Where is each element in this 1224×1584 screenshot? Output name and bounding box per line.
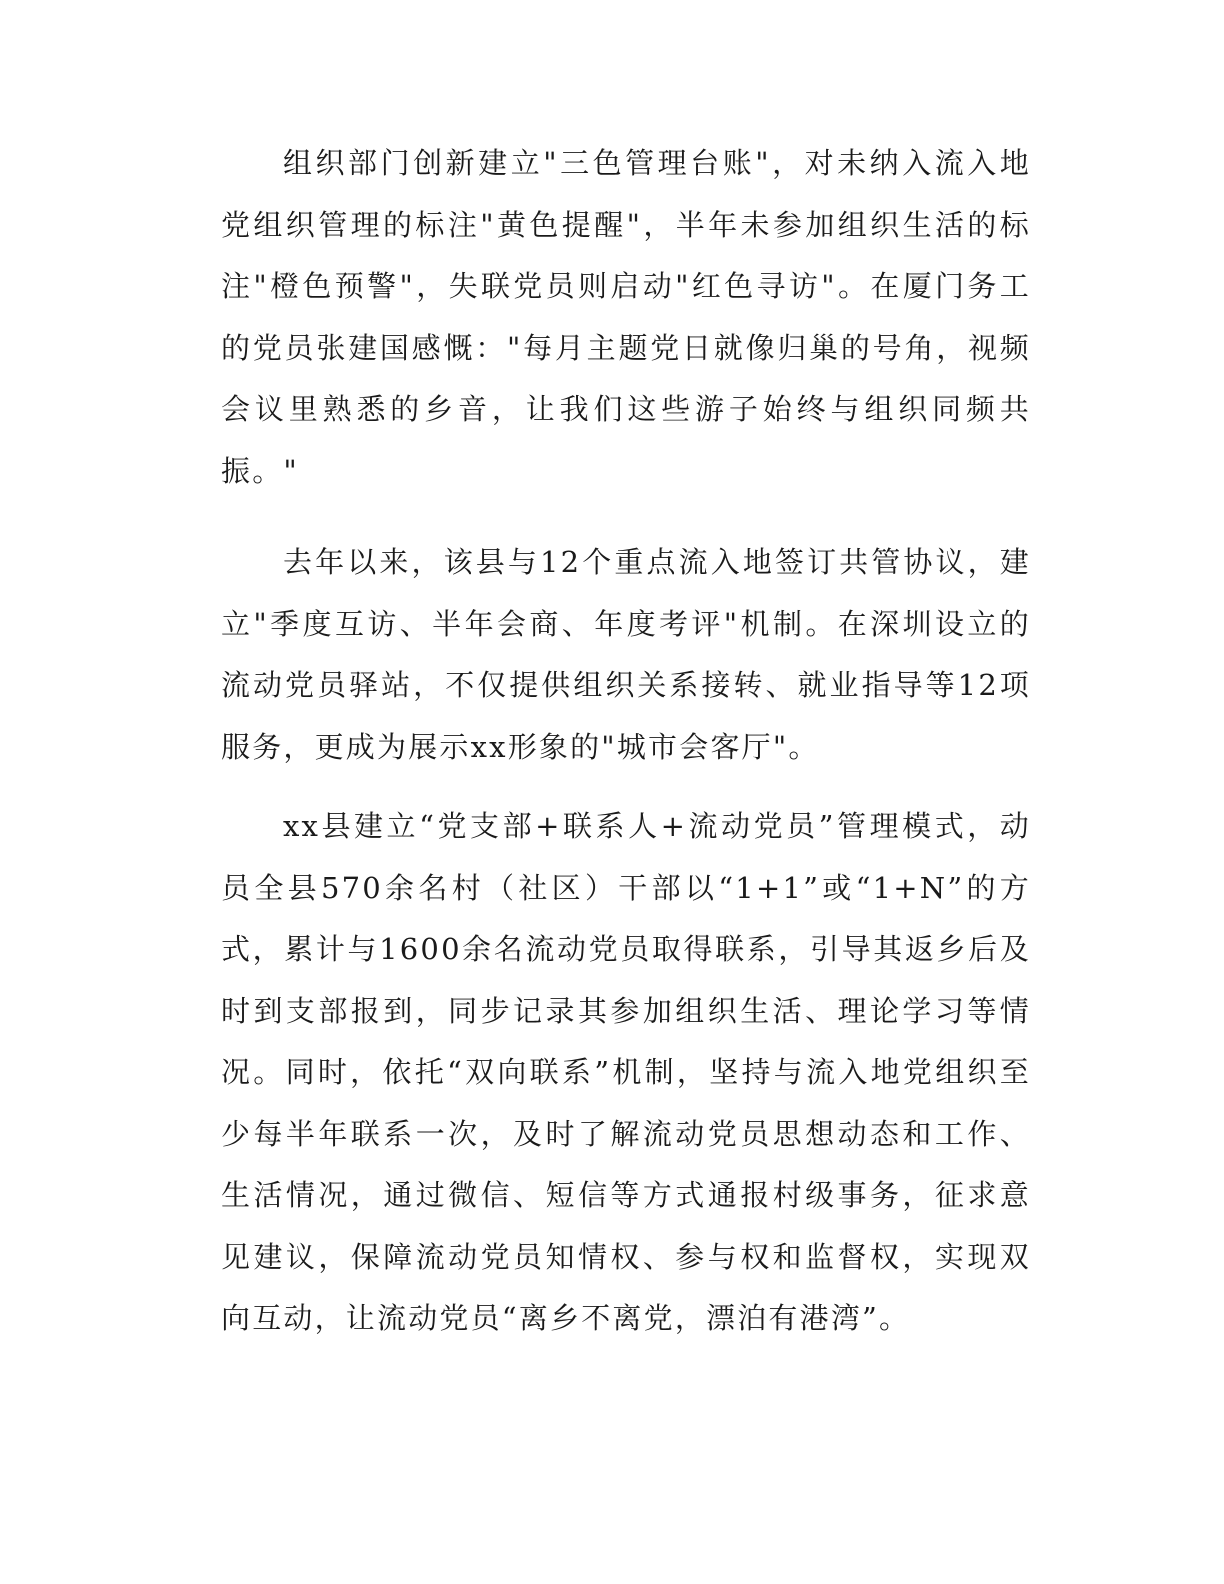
paragraph-three-color-ledger: 组织部门创新建立"三色管理台账"，对未纳入流入地党组织管理的标注"黄色提醒"，半年未参加组织生活的标注"橙色预警"，失联党员则启动"红色寻访"。在厦门务工的党员张建国感慨："每月主题党日就像归巢的号角，视频会议里熟悉的乡音，让我们这些游子始终与组织同频共振。" (221, 146, 1031, 488)
paragraph-co-management-agreement: 去年以来，该县与12个重点流入地签订共管协议，建立"季度互访、半年会商、年度考评"机制。在深圳设立的流动党员驿站，不仅提供组织关系接转、就业指导等12项服务，更成为展示xx形象的"城市会客厅"。 (221, 545, 1031, 764)
paragraph-management-model: xx县建立“党支部+联系人+流动党员”管理模式，动员全县570余名村（社区）干部以“1+1”或“1+N”的方式，累计与1600余名流动党员取得联系，引导其返乡后及时到支部报到，同步记录其参加组织生活、理论学习等情况。同时，依托“双向联系”机制，坚持与流入地党组织至少每半年联系一次，及时了解流动党员思想动态和工作、生活情况，通过微信、短信等方式通报村级事务，征求意见建议，保障流动党员知情权、参与权和监督权，实现双向互动，让流动党员“离乡不离党，漂泊有港湾”。 (221, 809, 1031, 1335)
document-body (221, 133, 1031, 1350)
